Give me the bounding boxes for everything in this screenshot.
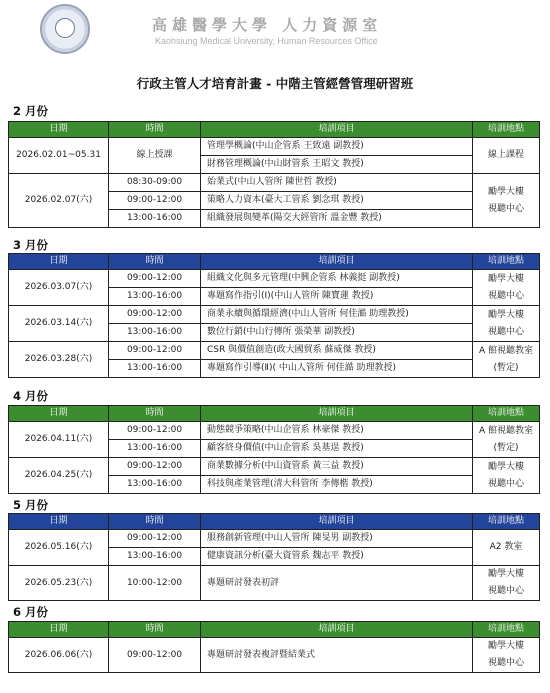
session-item: 組織發展與變革(陽交大經管所 溫金豐 教授)	[201, 210, 473, 228]
item-column-header: 培訓項目	[201, 254, 473, 270]
table-row	[9, 306, 540, 324]
session-time: 09:00-12:00	[109, 638, 201, 673]
session-date: 2026.03.28(六)	[9, 342, 109, 378]
page-title: 行政主管人才培育計畫 - 中階主管經營管理研習班	[136, 76, 414, 91]
table-header-row	[9, 254, 540, 270]
table-row	[9, 638, 540, 673]
session-item: 專題研討發表複評暨結業式	[201, 638, 473, 673]
table-header-row	[9, 406, 540, 422]
session-item: 科技與產業管理(清大科管所 李傳楷 教授)	[201, 476, 473, 494]
table-row	[9, 138, 540, 156]
location-line: 勵學大樓	[487, 309, 524, 320]
time-column-header: 時間	[109, 122, 201, 138]
schedule-table	[8, 121, 540, 228]
session-time: 10:00-12:00	[109, 566, 201, 601]
session-item: 專題研討發表初評	[201, 566, 473, 601]
table-row	[9, 566, 540, 601]
location-line: 視聽中心	[487, 203, 524, 214]
location-column-header: 培訓地點	[473, 122, 540, 138]
table-header-row	[9, 622, 540, 638]
location-line: A 館視聽教室	[478, 425, 534, 436]
org-name-en: Kaohsiung Medical University, Human Resources Office	[155, 36, 378, 46]
session-item: 服務創新管理(中山人管所 陳旻男 副教授)	[201, 530, 473, 548]
location-line: A 館視聽教室	[478, 345, 534, 356]
session-time: 13:00-16:00	[109, 440, 201, 458]
page-header	[0, 0, 550, 62]
item-column-header: 培訓項目	[201, 406, 473, 422]
time-column-header: 時間	[109, 254, 201, 270]
session-item: 財務管理概論(中山財管系 王昭文 教授)	[201, 156, 473, 174]
table-row	[9, 342, 540, 360]
location-line: (暫定)	[493, 362, 519, 373]
table-header-row	[9, 122, 540, 138]
session-location	[473, 458, 540, 494]
location-line: A2 教室	[489, 542, 523, 552]
location-line: 勵學大樓	[487, 186, 524, 197]
session-date: 2026.05.23(六)	[9, 566, 109, 601]
location-line: 視聽中心	[487, 658, 524, 668]
session-location	[473, 638, 540, 673]
date-column-header: 日期	[9, 254, 109, 270]
session-date: 2026.06.06(六)	[9, 638, 109, 673]
session-item: 商業永續與循環經濟(中山人管所 何佳澔 助理教授)	[201, 306, 473, 324]
session-location	[473, 342, 540, 378]
location-line: 視聽中心	[487, 290, 524, 301]
session-time: 13:00-16:00	[109, 210, 201, 228]
table-row	[9, 422, 540, 440]
session-time: 09:00-12:00	[109, 306, 201, 324]
item-column-header: 培訓項目	[201, 122, 473, 138]
location-line: 視聽中心	[487, 326, 524, 337]
session-date: 2026.03.14(六)	[9, 306, 109, 342]
time-column-header: 時間	[109, 406, 201, 422]
university-seal-icon	[40, 4, 90, 54]
session-item: CSR 與價值創造(政大國貿系 蘇威傑 教授)	[201, 342, 473, 360]
table-row	[9, 458, 540, 476]
month-heading: 3 月份	[13, 238, 49, 252]
session-item: 顧客終身價值(中山企管系 吳基逞 教授)	[201, 440, 473, 458]
session-time: 13:00-16:00	[109, 288, 201, 306]
schedule-table	[8, 253, 540, 378]
location-line: 勵學大樓	[487, 569, 524, 579]
date-column-header: 日期	[9, 122, 109, 138]
table-row	[9, 530, 540, 548]
session-time: 09:00-12:00	[109, 530, 201, 548]
session-time: 13:00-16:00	[109, 548, 201, 566]
session-item: 專題寫作引導(Ⅱ)( 中山人管所 何佳澔 助理教授)	[201, 360, 473, 378]
session-item: 商業數據分析(中山資管系 黃三益 教授)	[201, 458, 473, 476]
month-heading: 2 月份	[13, 104, 49, 118]
session-item: 始業式(中山人管所 陳世哲 教授)	[201, 174, 473, 192]
schedule-table	[8, 405, 540, 494]
session-time: 09:00-12:00	[109, 270, 201, 288]
session-location	[473, 138, 540, 174]
session-item: 專題寫作指引(Ⅰ)(中山人管所 陳寶蓮 教授)	[201, 288, 473, 306]
time-column-header: 時間	[109, 514, 201, 530]
session-location	[473, 270, 540, 306]
location-line: 勵學大樓	[487, 273, 524, 284]
location-line: 線上課程	[487, 150, 524, 160]
date-column-header: 日期	[9, 406, 109, 422]
session-time: 13:00-16:00	[109, 476, 201, 494]
schedule-table	[8, 621, 540, 673]
org-name-zh: 高雄醫學大學 人力資源室	[152, 16, 383, 34]
session-time: 13:00-16:00	[109, 360, 201, 378]
session-date: 2026.04.11(六)	[9, 422, 109, 458]
session-time: 線上授課	[109, 138, 201, 174]
session-date: 2026.05.16(六)	[9, 530, 109, 566]
location-line: 勵學大樓	[487, 641, 524, 651]
date-column-header: 日期	[9, 514, 109, 530]
time-column-header: 時間	[109, 622, 201, 638]
table-header-row	[9, 514, 540, 530]
session-time: 09:00-12:00	[109, 458, 201, 476]
location-line: 視聽中心	[487, 478, 524, 489]
month-heading: 4 月份	[13, 389, 49, 403]
session-location	[473, 566, 540, 601]
table-row	[9, 270, 540, 288]
session-time: 09:00-12:00	[109, 192, 201, 210]
session-location	[473, 530, 540, 566]
session-date: 2026.03.07(六)	[9, 270, 109, 306]
item-column-header: 培訓項目	[201, 622, 473, 638]
month-heading: 6 月份	[13, 605, 49, 619]
location-column-header: 培訓地點	[473, 622, 540, 638]
session-location	[473, 422, 540, 458]
location-line: 勵學大樓	[487, 461, 524, 472]
session-item: 策略人力資本(臺大工管系 劉念琪 教授)	[201, 192, 473, 210]
session-time: 13:00-16:00	[109, 324, 201, 342]
location-column-header: 培訓地點	[473, 254, 540, 270]
session-location	[473, 174, 540, 228]
session-item: 管理學概論(中山企管系 王致遠 副教授)	[201, 138, 473, 156]
session-item: 健康資訊分析(臺大資管系 魏志平 教授)	[201, 548, 473, 566]
session-date: 2026.02.01~05.31	[9, 138, 109, 174]
session-item: 動態競爭策略(中山企管系 林豪傑 教授)	[201, 422, 473, 440]
location-line: (暫定)	[493, 442, 519, 453]
session-time: 09:00-12:00	[109, 422, 201, 440]
session-item: 組織文化與多元管理(中興企管系 林義挺 副教授)	[201, 270, 473, 288]
location-column-header: 培訓地點	[473, 406, 540, 422]
session-location	[473, 306, 540, 342]
location-column-header: 培訓地點	[473, 514, 540, 530]
table-row	[9, 174, 540, 192]
session-time: 09:00-12:00	[109, 342, 201, 360]
session-date: 2026.02.07(六)	[9, 174, 109, 228]
session-time: 08:30-09:00	[109, 174, 201, 192]
date-column-header: 日期	[9, 622, 109, 638]
month-heading: 5 月份	[13, 498, 49, 512]
session-date: 2026.04.25(六)	[9, 458, 109, 494]
session-item: 數位行銷(中山行傳所 張榮華 副教授)	[201, 324, 473, 342]
location-line: 視聽中心	[487, 586, 524, 596]
schedule-table	[8, 513, 540, 601]
item-column-header: 培訓項目	[201, 514, 473, 530]
